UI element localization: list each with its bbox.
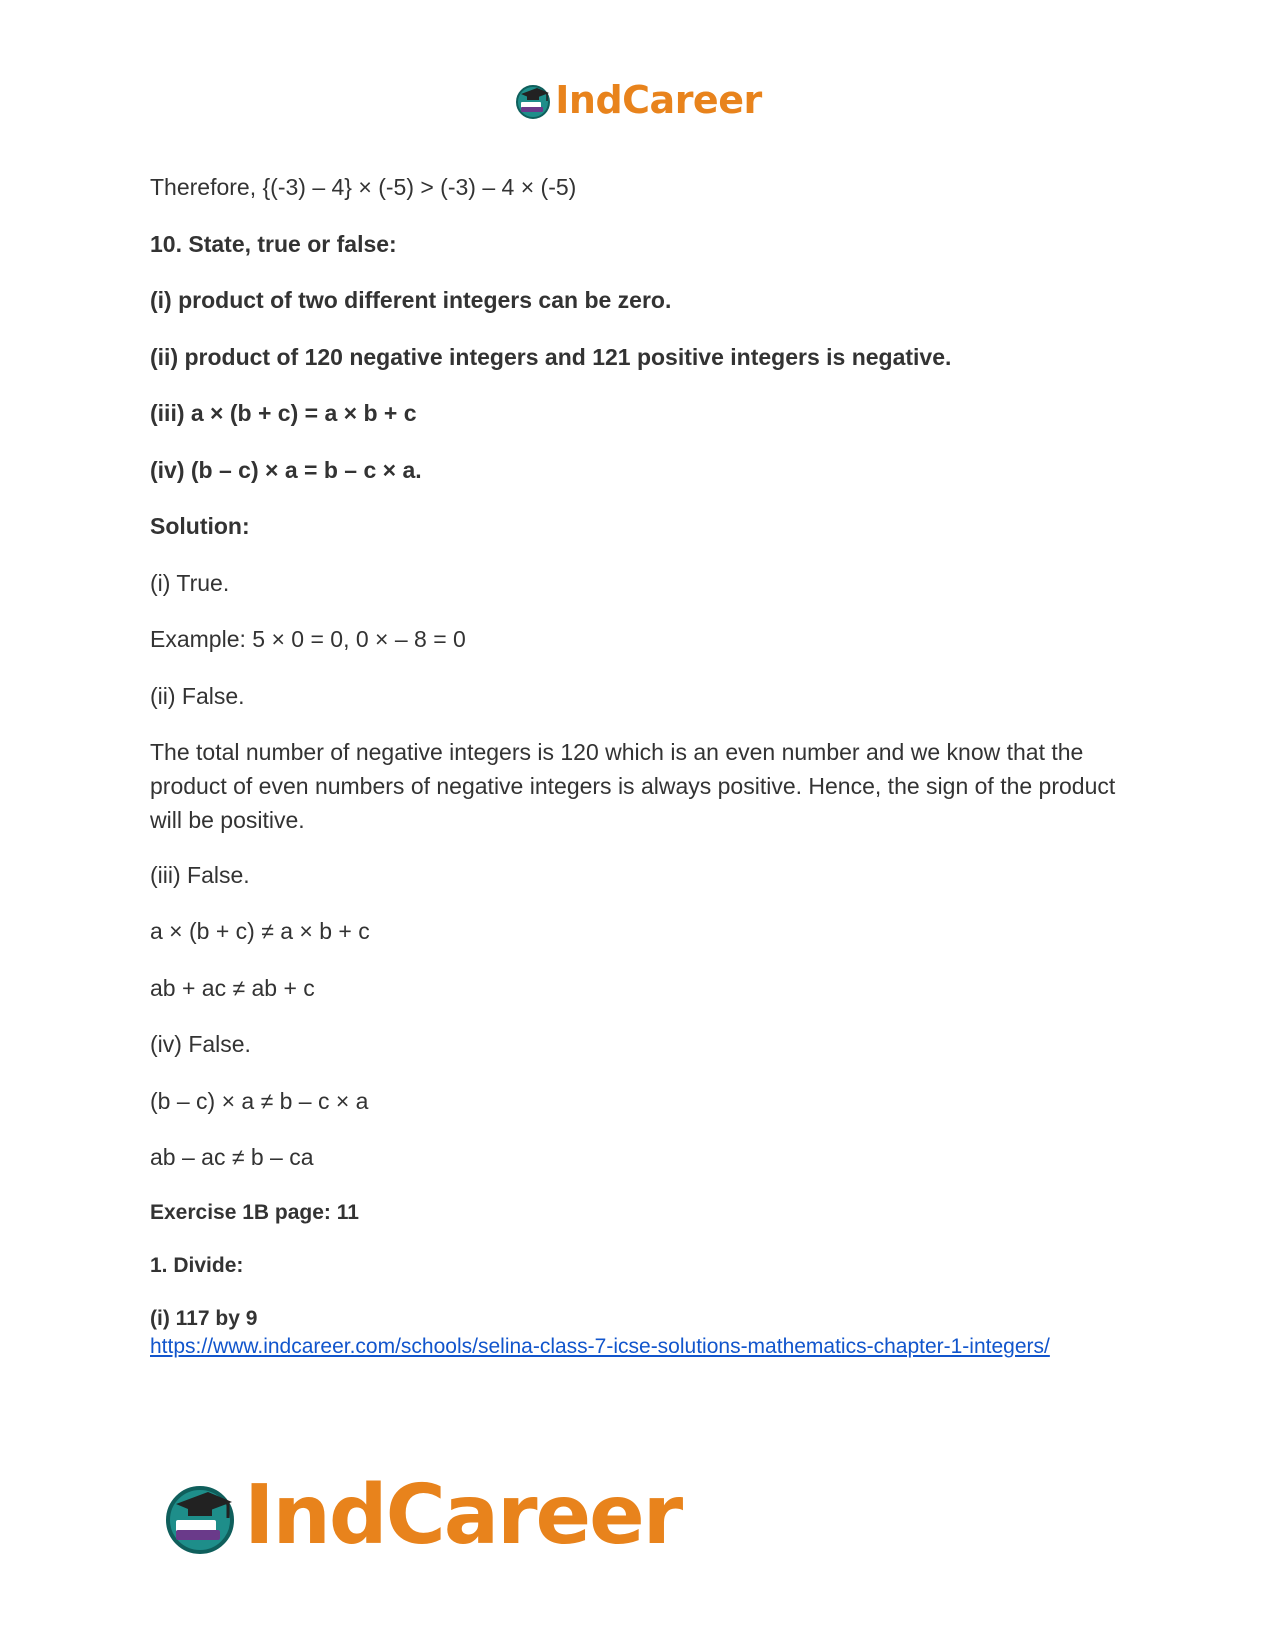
question-part: (i) product of two different integers can be zero.: [150, 287, 672, 313]
question-part: (ii) product of 120 negative integers and 121 positive integers is negative.: [150, 344, 952, 370]
footer-logo: [160, 1468, 681, 1563]
answer-line: (i) True.: [150, 570, 230, 596]
question-part: (iv) (b – c) × a = b – c × a.: [150, 457, 422, 483]
question-heading: 10. State, true or false:: [150, 231, 397, 257]
question-heading: 1. Divide:: [150, 1254, 244, 1277]
text-line: a × (b + c) ≠ a × b + c: [150, 918, 370, 944]
text-line: Example: 5 × 0 = 0, 0 × – 8 = 0: [150, 626, 466, 652]
answer-line: (iii) False.: [150, 862, 250, 888]
text-line: ab + ac ≠ ab + c: [150, 975, 315, 1001]
answer-line: (ii) False.: [150, 683, 245, 709]
explanation-paragraph: The total number of negative integers is 120 which is an even number and we know that the product of even numbers of negative integers is always positive. Hence, the sign of the product will be positive.: [150, 739, 1116, 833]
text-line: Therefore, {(-3) – 4} × (-5) > (-3) – 4 × (-5): [150, 174, 577, 200]
text-line: (b – c) × a ≠ b – c × a: [150, 1088, 369, 1114]
header-logo-text: IndCareer: [555, 78, 762, 122]
footer-logo-text: IndCareer: [244, 1468, 682, 1563]
text-line: ab – ac ≠ b – ca: [150, 1144, 314, 1170]
solution-heading: Solution:: [150, 513, 250, 539]
question-part: (i) 117 by 9: [150, 1307, 258, 1330]
graduation-globe-icon: [513, 80, 553, 120]
graduation-globe-icon: [160, 1476, 240, 1556]
answer-line: (iv) False.: [150, 1031, 251, 1057]
source-link[interactable]: https://www.indcareer.com/schools/selina-class-7-icse-solutions-mathematics-chapter-1-integers/: [150, 1335, 1050, 1358]
header-logo: [0, 78, 1275, 122]
exercise-heading: Exercise 1B page: 11: [150, 1201, 359, 1224]
question-part: (iii) a × (b + c) = a × b + c: [150, 400, 417, 426]
